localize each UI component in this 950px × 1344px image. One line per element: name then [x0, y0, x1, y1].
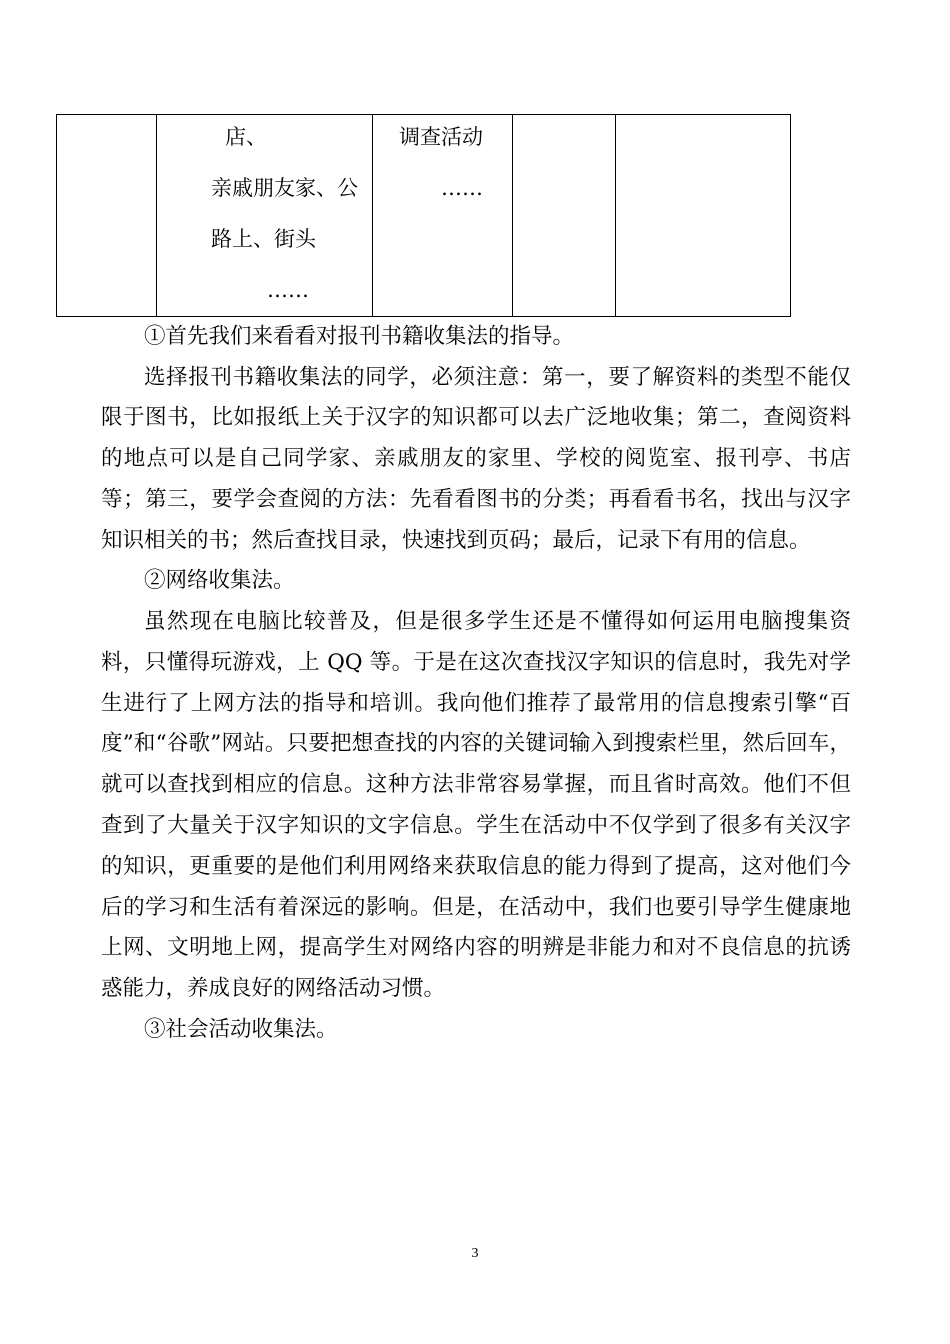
cell-text-line: ……: [267, 278, 309, 302]
cell-text-line: 亲戚朋友家、公: [211, 176, 358, 200]
body-text: [101, 317, 851, 1051]
cell-text-line: 调查活动: [399, 125, 483, 149]
cell-text-line: ……: [441, 176, 483, 200]
section-heading-network-collection: ②网络收集法。: [144, 568, 295, 594]
paragraph-network-collection: 虽然现在电脑比较普及，但是很多学生还是不懂得如何运用电脑搜集资料，只懂得玩游戏，上 QQ 等。于是在这次查找汉字知识的信息时，我先对学生进行了上网方法的指导和培训。我向他们推荐了最常用的信息搜索引擎“百度”和“谷歌”网站。只要把想查找的内容的关键词输入到搜索栏里，然后回车，就可以查找到相应的信息。这种方法非常容易掌握，而且省时高效。他们不但查到了大量关于汉字知识的文字信息。学生在活动中不仅学到了很多有关汉字的知识，更重要的是他们利用网络来获取信息的能力得到了提高，这对他们今后的学习和生活有着深远的影响。但是，在活动中，我们也要引导学生健康地上网、文明地上网，提高学生对网络内容的明辨是非能力和对不良信息的抗诱惑能力，养成良好的网络活动习惯。: [101, 608, 851, 1002]
section-heading-social-activity: ③社会活动收集法。: [144, 1016, 338, 1042]
cell-text-line: 路上、街头: [211, 227, 316, 251]
cell-text-line: 店、: [225, 125, 267, 149]
table-cell-empty-5: [616, 115, 791, 317]
table-cell-locations: [157, 115, 373, 317]
continued-table: [56, 114, 791, 317]
section-heading-print-collection: ①首先我们来看看对报刊书籍收集法的指导。: [144, 324, 575, 349]
table-cell-activities: [373, 115, 513, 317]
table-cell-empty-1: [57, 115, 157, 317]
page-number: 3: [471, 1246, 479, 1261]
table-row: [57, 115, 791, 317]
table-cell-empty-4: [513, 115, 616, 317]
paragraph-print-collection: 选择报刊书籍收集法的同学，必须注意：第一，要了解资料的类型不能仅限于图书，比如报纸上关于汉字的知识都可以去广泛地收集；第二，查阅资料的地点可以是自己同学家、亲戚朋友的家里、学校的阅览室、报刊亭、书店等；第三，要学会查阅的方法：先看看图书的分类；再看看书名，找出与汉字知识相关的书；然后查找目录，快速找到页码；最后，记录下有用的信息。: [101, 364, 851, 553]
